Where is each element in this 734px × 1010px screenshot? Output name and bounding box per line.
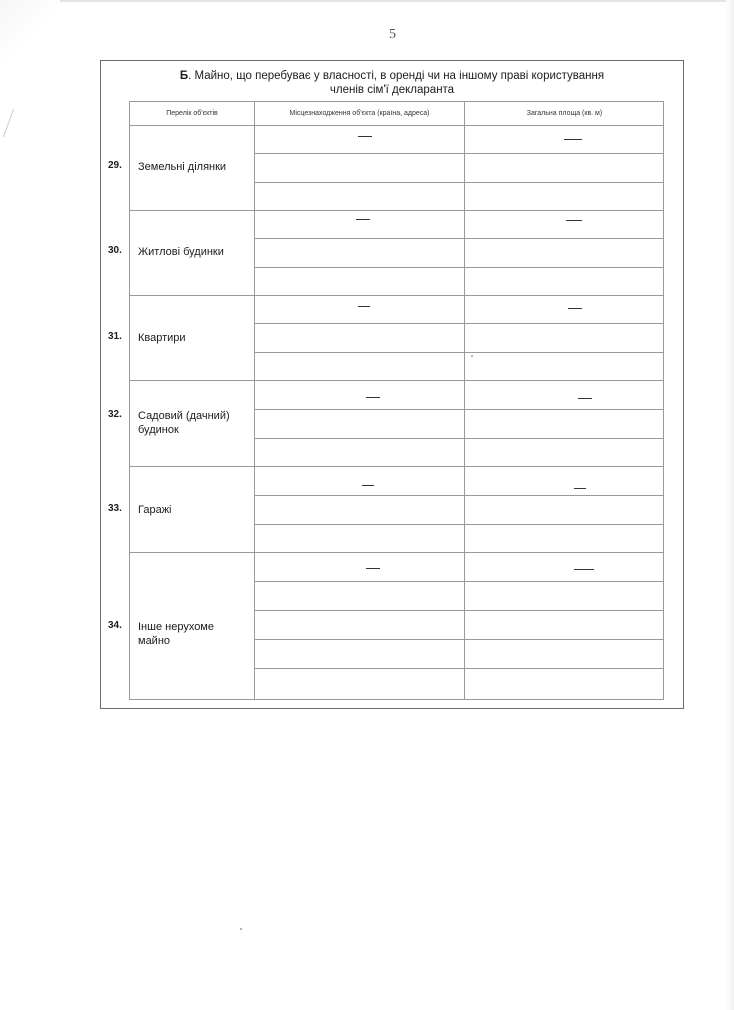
location-dash (366, 397, 380, 398)
row-divider (130, 466, 664, 467)
column-header-location: Місцезнаходження об'єкта (країна, адреса) (289, 110, 430, 117)
cell-line (255, 668, 664, 669)
cell-line (255, 267, 664, 268)
cell-line (255, 495, 664, 496)
row-label: Садовий (дачний) будинок (138, 410, 230, 436)
row-number: 34. (108, 620, 122, 631)
location-dash (358, 136, 372, 137)
scan-right-shadow (726, 0, 734, 1010)
section-title-line2: членів сім'ї декларанта (329, 84, 455, 96)
cell-line (255, 581, 664, 582)
cell-line (255, 238, 664, 239)
cell-line (255, 639, 664, 640)
row-divider (130, 380, 664, 381)
section-title-line1: . Майно, що перебуває у власності, в оренді чи на іншому праві користування (188, 70, 605, 82)
area-dash (574, 488, 586, 489)
row-divider (130, 295, 664, 296)
scan-mark (3, 109, 14, 138)
scan-shadow (0, 0, 60, 60)
property-table (108, 101, 664, 700)
row-number: 31. (108, 331, 122, 342)
location-dash (362, 485, 374, 486)
area-dash (566, 220, 582, 221)
cell-line (255, 352, 664, 353)
row-divider (130, 210, 664, 211)
location-dash (366, 568, 380, 569)
section-frame (100, 60, 684, 709)
cell-line (255, 409, 664, 410)
row-number: 32. (108, 409, 122, 420)
page-number: 5 (389, 27, 396, 42)
area-dash (564, 139, 582, 140)
row-divider (130, 552, 664, 553)
location-dash (358, 306, 370, 307)
row-label: Квартири (138, 332, 186, 344)
scan-edge (60, 0, 734, 2)
row-label: Житлові будинки (138, 246, 224, 258)
section-title (101, 69, 683, 97)
scan-speck (240, 928, 242, 930)
cell-line (255, 610, 664, 611)
cell-line (255, 323, 664, 324)
cell-line (255, 438, 664, 439)
scan-speck (471, 355, 473, 357)
row-number: 30. (108, 245, 122, 256)
area-dash (568, 308, 582, 309)
location-dash (356, 219, 370, 220)
area-dash (574, 569, 594, 570)
column-header-area: Загальна площа (кв. м) (526, 110, 603, 117)
row-label: Земельні ділянки (138, 161, 227, 173)
header-divider (130, 125, 664, 126)
cell-line (255, 524, 664, 525)
section-letter: Б (179, 70, 189, 82)
cell-line (255, 182, 664, 183)
column-header-objects: Перелік об'єктів (166, 110, 218, 117)
row-number: 33. (108, 503, 122, 514)
area-dash (578, 398, 592, 399)
row-number: 29. (108, 160, 122, 171)
row-label: Гаражі (138, 504, 172, 516)
cell-line (255, 153, 664, 154)
row-label: Інше нерухоме майно (138, 621, 214, 647)
